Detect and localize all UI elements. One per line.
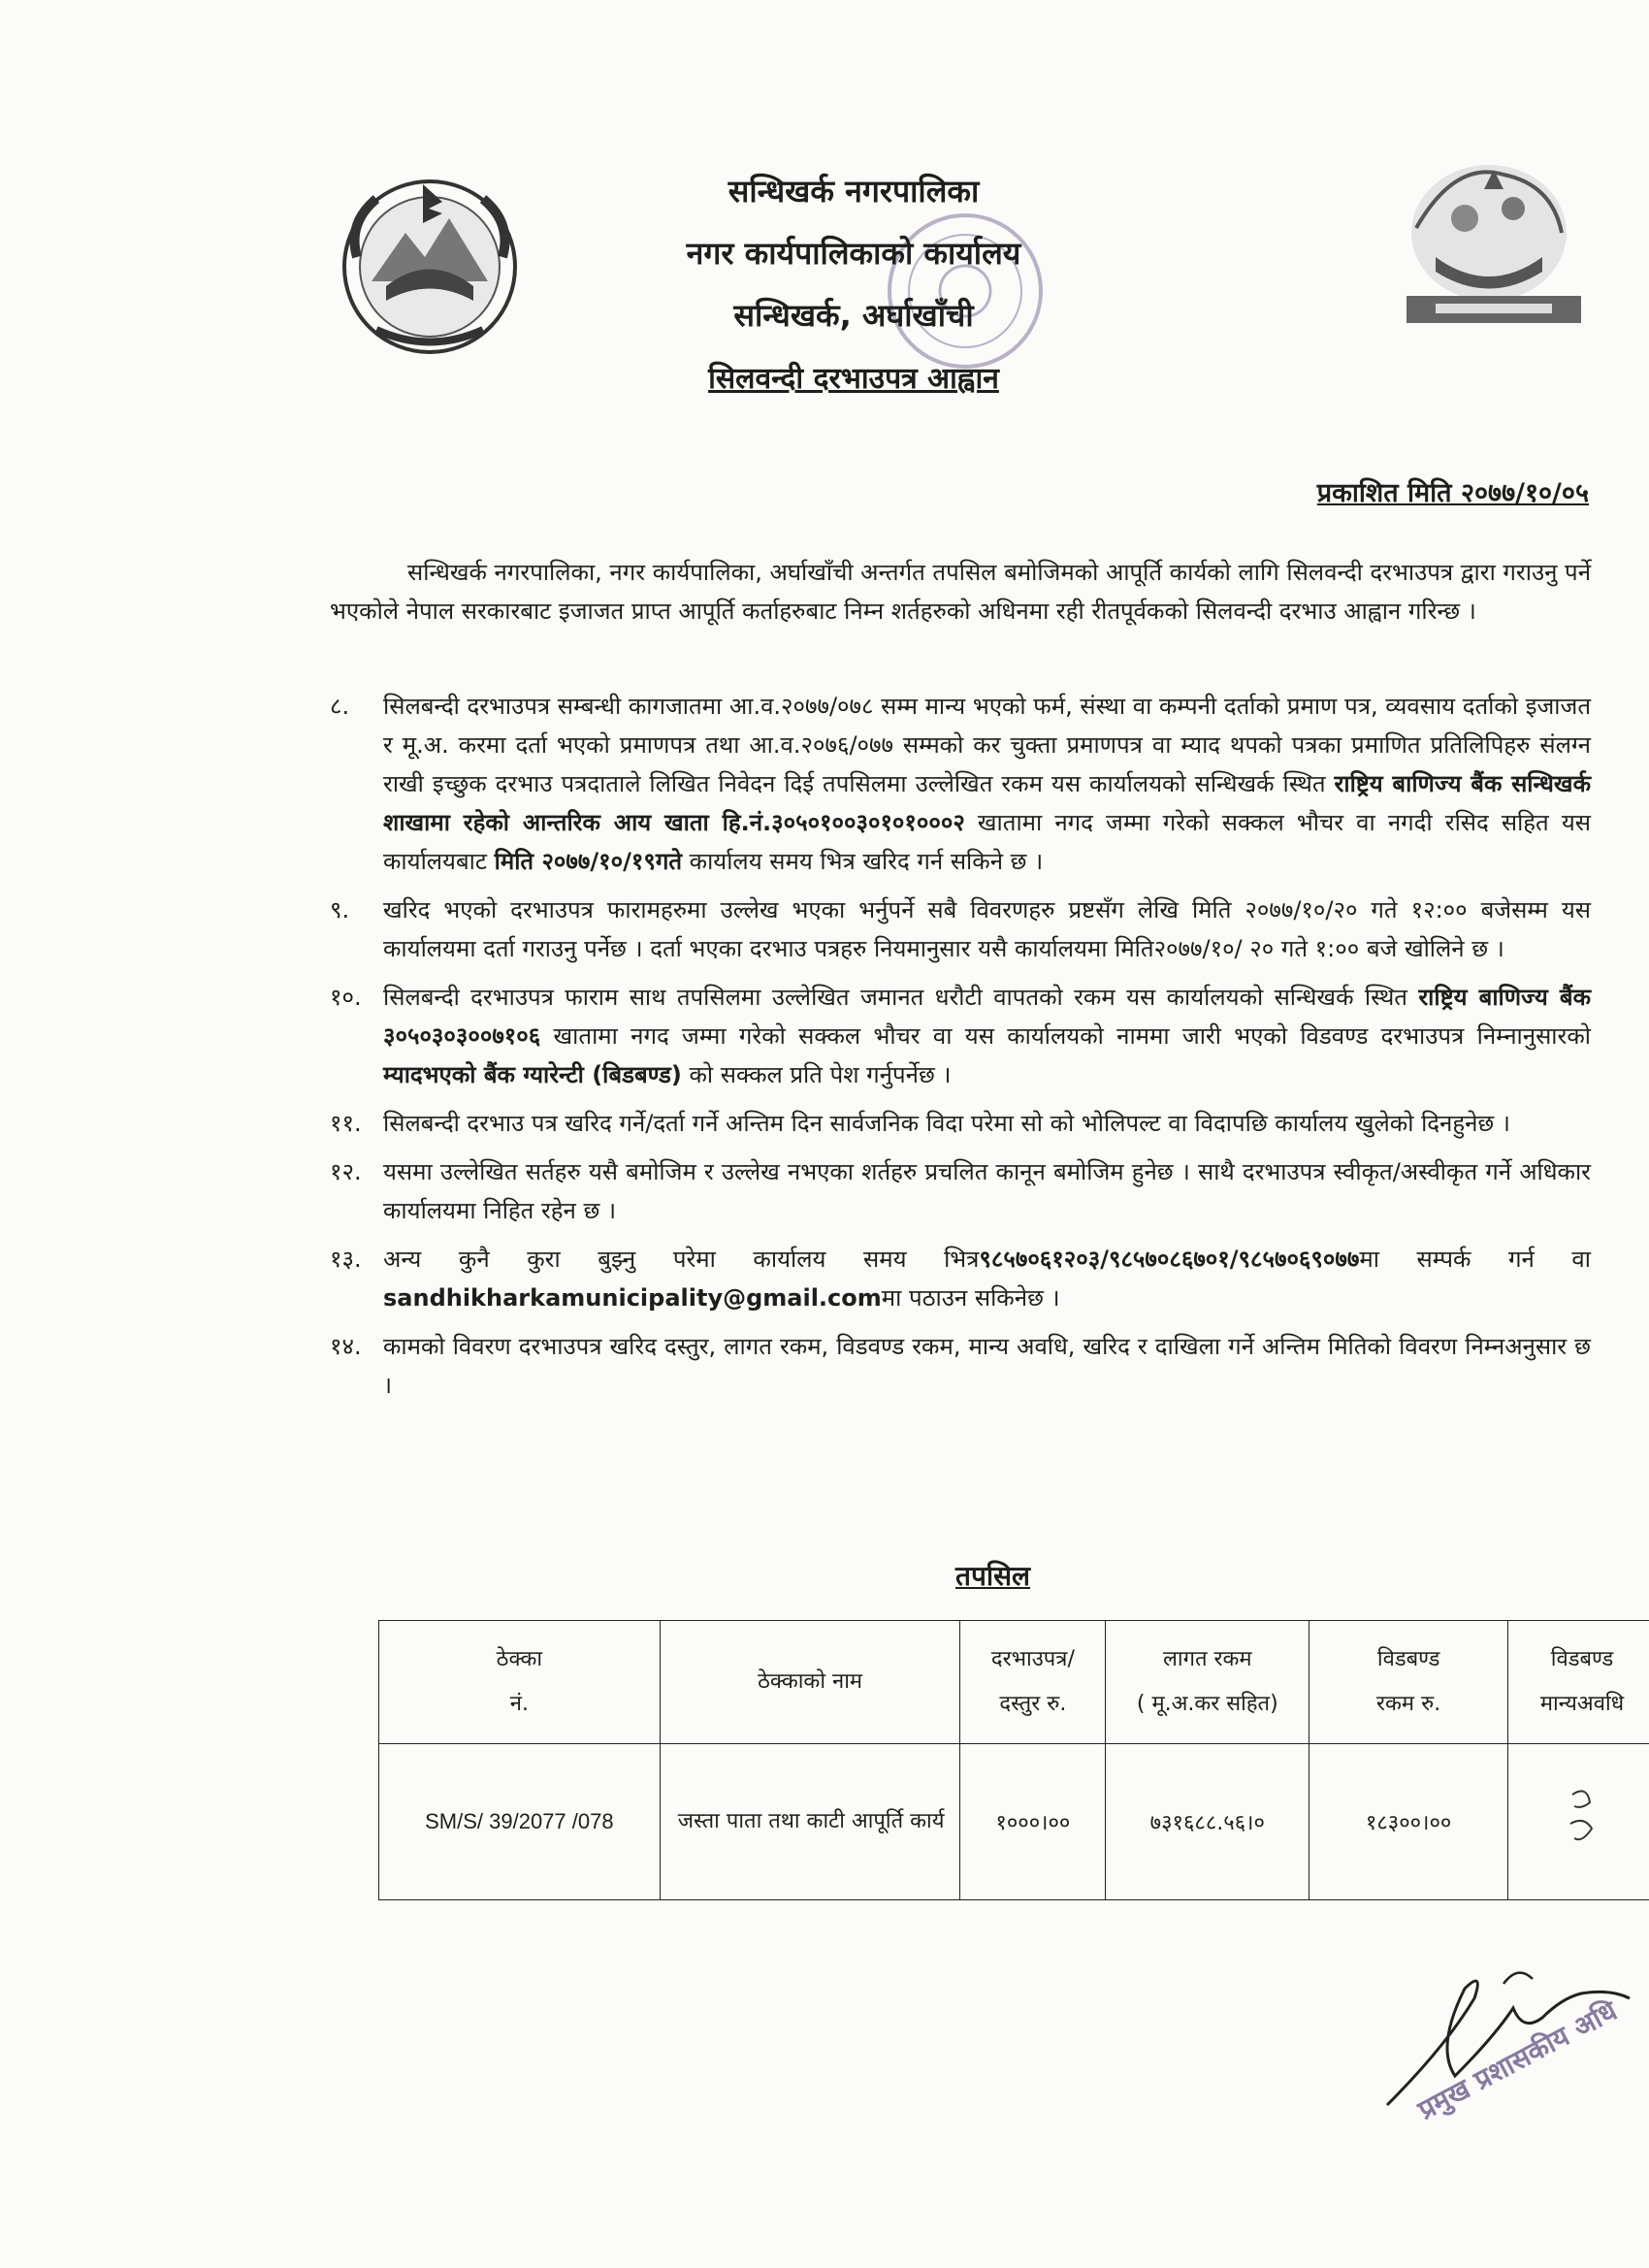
clause-12: [330, 1152, 1591, 1230]
clause-text: सिलबन्दी दरभाउपत्र फाराम साथ तपसिलमा उल्लेखित जमानत धरौटी वापतको रकम यस कार्यालयको सन्धिखर्क स्थित: [383, 984, 1419, 1011]
bank-account-text: राष्ट्रिय बाणिज्य बैंक ३०५०३०३००७१०६: [383, 984, 1592, 1050]
bid-bond-text: म्यादभएको बैंक ग्यारेन्टी (बिडबण्ड): [383, 1061, 682, 1088]
municipality-name: सन्धिखर्क नगरपालिका: [728, 173, 980, 210]
clause-number: ९.: [330, 896, 350, 923]
clause-9: [330, 891, 1591, 968]
col-header-contract-no: ठेक्का नं.: [379, 1621, 661, 1744]
bank-account-text: राष्ट्रिय बाणिज्य बैंक सन्धिखर्क शाखामा रहेको आन्तरिक आय खाता हि.नं.३०५०१००३०१०१०००२: [383, 770, 1591, 836]
clause-8: [330, 687, 1591, 881]
handwritten-mark-icon: [1563, 1785, 1601, 1853]
contact-numbers: ९८५७०६१२०३/९८५७०८६७०१/९८५७०६९०७७: [979, 1246, 1360, 1273]
clause-text: मा सम्पर्क गर्न वा: [1359, 1246, 1591, 1273]
clause-text: मा पठाउन सकिनेछ ।: [881, 1284, 1060, 1312]
clause-text: कार्यालय समय भित्र खरिद गर्न सकिने छ ।: [682, 848, 1044, 875]
clause-14: [330, 1327, 1591, 1405]
contact-email[interactable]: sandhikharkamunicipality@gmail.com: [383, 1284, 882, 1312]
cell-fee: १०००।००: [960, 1744, 1106, 1900]
clause-10: [330, 978, 1591, 1094]
clause-text: सिलबन्दी दरभाउपत्र सम्बन्धी कागजातमा आ.व.२०७७/०७८ सम्म मान्य भएको फर्म, संस्था वा कम्पनी दर्ताको प्रमाण पत्र, व्यवसाय दर्ताको इजाजत र मू.अ. करमा दर्ता भएको प्रमाणपत्र तथा आ.व.२०७६/०७७ सम्मको कर चुक्ता प्रमाणपत्र वा म्याद थपको पत्रका प्रमाणित प्रतिलिपिहरु संलग्न राखी इच्छुक दरभाउ पत्रदाताले लिखित निवेदन दिई तपसिलमा उल्लेखित रकम यस कार्यालयको सन्धिखर्क स्थित: [383, 693, 1591, 797]
clause-text: खातामा नगद जम्मा गरेको सक्कल भौचर वा नगदी रसिद सहित यस कार्यालयबाट: [383, 809, 1591, 875]
clause-11: [330, 1104, 1591, 1143]
cell-contract-name: जस्ता पाता तथा काटी आपूर्ति कार्य: [660, 1744, 960, 1900]
col-header-fee: दरभाउपत्र/ दस्तुर रु.: [960, 1621, 1106, 1744]
clause-number: १०.: [330, 984, 362, 1011]
office-name: नगर कार्यपालिकाको कार्यालय: [686, 235, 1021, 272]
clause-text: सिलबन्दी दरभाउ पत्र खरिद गर्ने/दर्ता गर्ने अन्तिम दिन सार्वजनिक विदा परेमा सो को भोलिपल्ट वा विदापछि कार्यालय खुलेको दिनहुनेछ ।: [383, 1110, 1510, 1137]
clause-text: कामको विवरण दरभाउपत्र खरिद दस्तुर, लागत रकम, विडवण्ड रकम, मान्य अवधि, खरिद र दाखिला गर्ने अन्तिम मितिको विवरण निम्नअनुसार छ ।: [383, 1333, 1591, 1399]
clause-text: अन्य कुनै कुरा बुझ्नु परेमा कार्यालय समय भित्र: [383, 1246, 980, 1273]
clause-text: को सक्कल प्रति पेश गर्नुपर्नेछ ।: [681, 1061, 952, 1088]
clause-number: १४.: [330, 1333, 362, 1360]
letterhead: [582, 160, 1125, 406]
table-header-row: [379, 1621, 1649, 1744]
col-header-contract-name: ठेक्काको नाम: [660, 1621, 960, 1744]
table-row: [379, 1744, 1649, 1900]
clause-number: ११.: [330, 1110, 362, 1137]
clause-text: खातामा नगद जम्मा गरेको सक्कल भौचर वा यस कार्यालयको नाममा जारी भएको विडवण्ड दरभाउपत्र निम्नानुसारको: [540, 1022, 1591, 1050]
cell-bid-bond: १८३००।००: [1310, 1744, 1508, 1900]
col-header-cost: लागत रकम ( मू.अ.कर सहित): [1106, 1621, 1310, 1744]
cell-validity: [1508, 1744, 1649, 1900]
clause-number: १२.: [330, 1158, 362, 1185]
clause-number: ८.: [330, 693, 350, 720]
table-title: तपसिल: [955, 1560, 1031, 1592]
notice-subject: सिलवन्दी दरभाउपत्र आह्वान: [708, 362, 999, 396]
published-date: प्रकाशित मिति २०७७/१०/०५: [1316, 478, 1589, 508]
clause-13: [330, 1240, 1591, 1317]
col-header-validity: विडबण्ड मान्यअवधि: [1508, 1621, 1649, 1744]
clause-text: खरिद भएको दरभाउपत्र फारामहरुमा उल्लेख भएका भर्नुपर्ने सबै विवरणहरु प्रष्टसँग लेखि मिति २०७७/१०/२० गते १२:०० बजेसम्म यस कार्यालयमा दर्ता गराउनु पर्नेछ । दर्ता भएका दरभाउ पत्रहरु नियमानुसार यसै कार्यालयमा मिति२०७७/१०/ २० गते १:०० बजे खोलिने छ ।: [383, 896, 1591, 962]
nepal-emblem-icon: [328, 165, 532, 359]
clause-list: [330, 687, 1591, 1414]
details-table: [378, 1620, 1649, 1900]
cell-cost: ७३१६८८.५६।०: [1106, 1744, 1310, 1900]
municipality-logo-icon: [1397, 150, 1591, 335]
purchase-deadline: मिति २०७७/१०/१९गते: [494, 848, 683, 875]
intro-paragraph: सन्धिखर्क नगरपालिका, नगर कार्यपालिका, अर्घाखाँची अन्तर्गत तपसिल बमोजिमको आपूर्ति कार्यको लागि सिलवन्दी दरभाउपत्र द्वारा गराउनु पर्ने भएकोले नेपाल सरकारबाट इजाजत प्राप्त आपूर्ति कर्ताहरुबाट निम्न शर्तहरुको अधिनमा रही रीतपूर्वकको सिलवन्दी दरभाउ आह्वान गरिन्छ ।: [330, 559, 1592, 625]
signature-icon: [1358, 1940, 1649, 2144]
col-header-bid-bond: विडबण्ड रकम रु.: [1310, 1621, 1508, 1744]
cell-contract-no: SM/S/ 39/2077 /078: [379, 1744, 661, 1900]
office-address: सन्धिखर्क, अर्घाखाँची: [733, 297, 974, 334]
clause-text: यसमा उल्लेखित सर्तहरु यसै बमोजिम र उल्लेख नभएका शर्तहरु प्रचलित कानून बमोजिम हुनेछ । साथै दरभाउपत्र स्वीकृत/अस्वीकृत गर्ने अधिकार कार्यालयमा निहित रहेन छ ।: [383, 1158, 1591, 1224]
clause-number: १३.: [330, 1246, 362, 1273]
official-stamp: प्रमुख प्रशासकीय अधि: [1412, 1994, 1623, 2126]
